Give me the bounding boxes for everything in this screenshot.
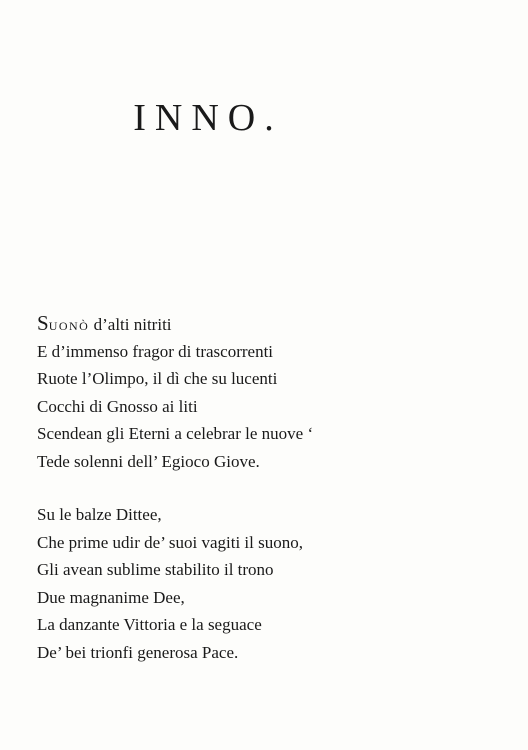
stanza-1 [37,310,313,476]
small-caps-word: UONÒ [48,319,90,333]
initial-capital: S [37,311,49,335]
verse-line: Due magnanime Dee, [37,587,185,607]
verse-line: Cocchi di Gnosso ai liti [37,396,198,416]
verse-text: d’alti nitriti [89,315,172,334]
verse-line: Ruote l’Olimpo, il dì che su lucenti [37,369,278,389]
verse-line: Che prime udir de’ suoi vagiti il suono, [37,532,303,552]
verse-line: De’ bei trionfi generosa Pace. [37,642,239,662]
poem-title: INNO. [133,97,283,139]
verse-line: Su le balze Dittee, [37,505,162,524]
verse-line: La danzante Vittoria e la seguace [37,615,262,635]
verse-line [37,310,313,338]
verse-line: Tede solenni dell’ Egioco Giove. [37,451,260,471]
verse-line: E d’immenso fragor di trascorrenti [37,341,274,361]
verse-line: Scendean gli Eterni a celebrar le nuove ‘ [37,424,314,444]
stanza-2 [37,501,303,667]
verse-line: Gli avean sublime stabilito il trono [37,560,274,580]
